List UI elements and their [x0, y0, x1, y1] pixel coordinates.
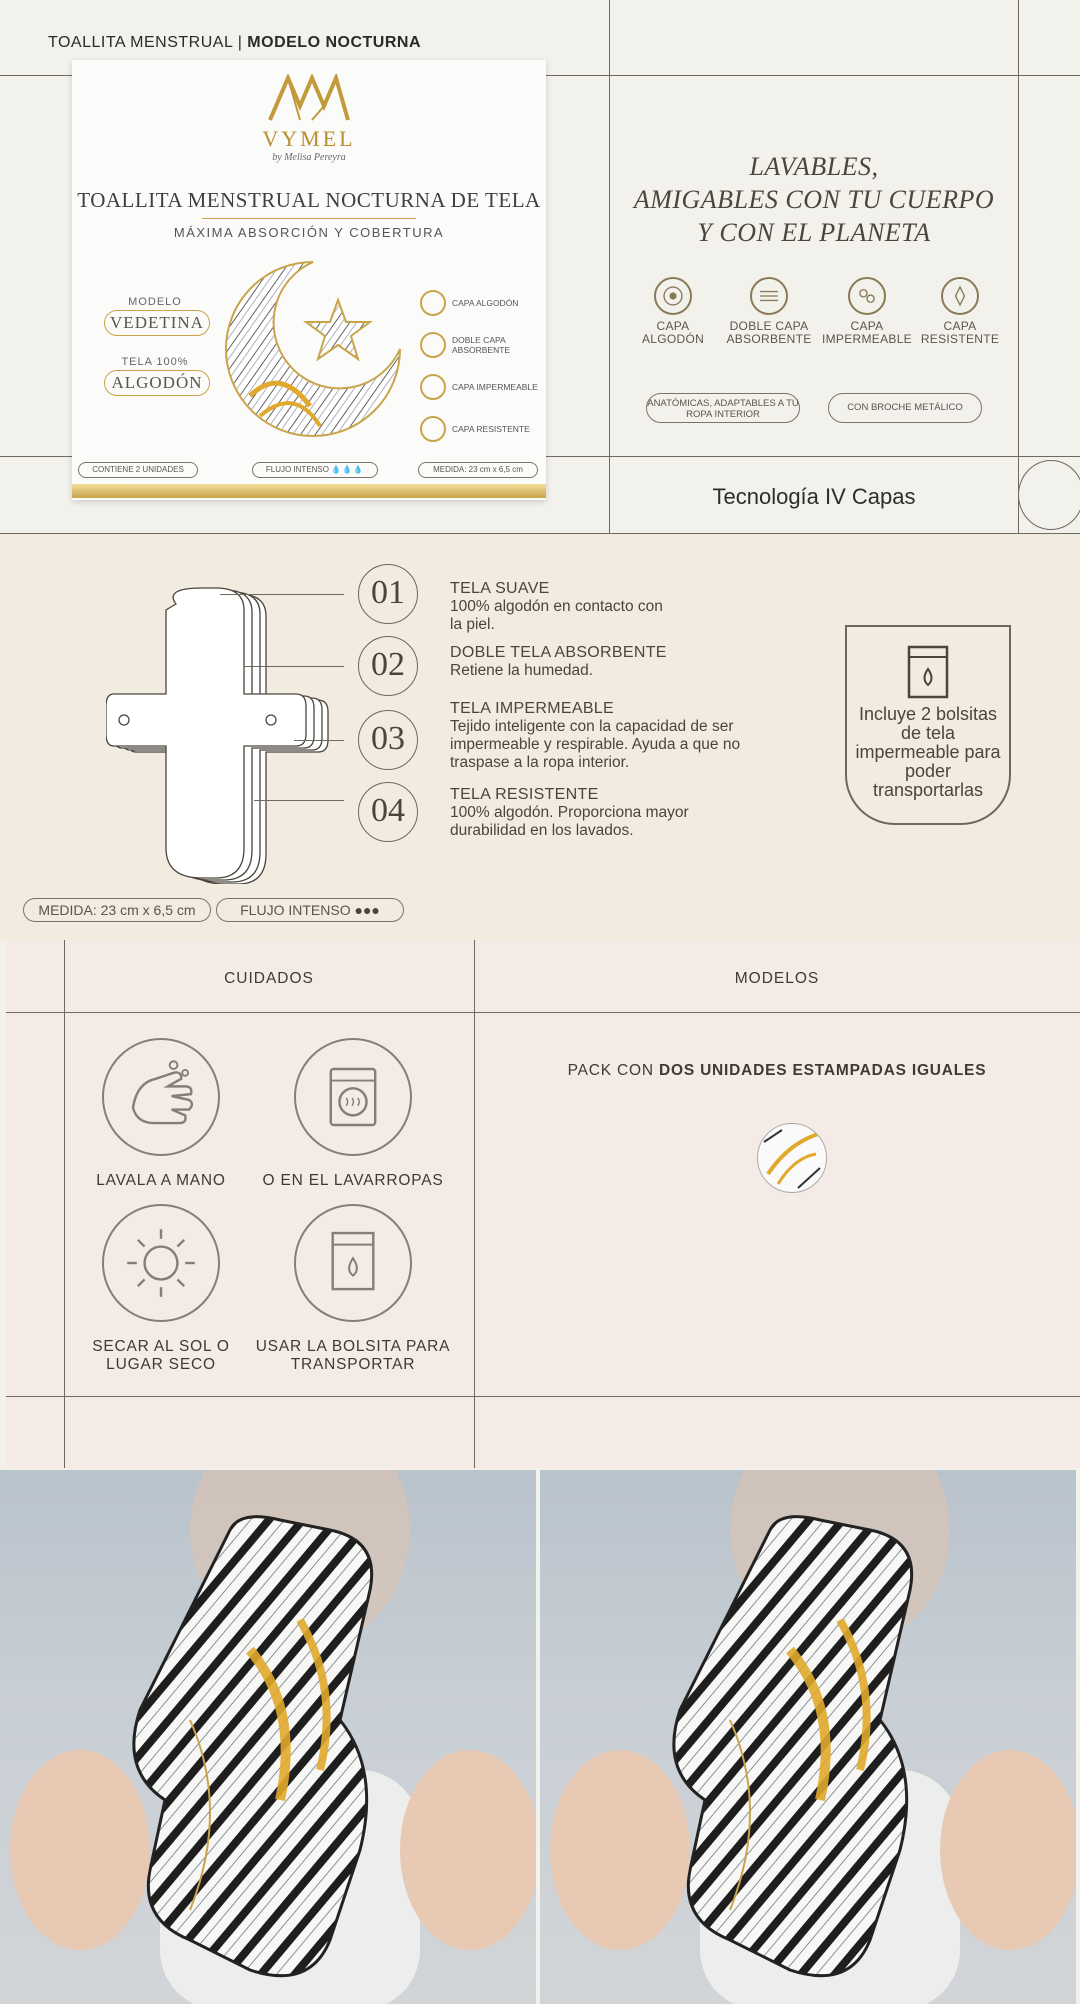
pointer-line	[294, 740, 344, 741]
grid-line	[1018, 0, 1019, 534]
layer-icon	[420, 374, 446, 400]
pouch-icon	[907, 645, 949, 699]
anatomic-pill: ANATÓMICAS, ADAPTABLES A TU ROPA INTERIOR	[646, 393, 800, 423]
grid-line	[6, 1396, 1080, 1397]
models-header: MODELOS	[734, 970, 820, 987]
waterproof-layer-icon	[848, 277, 886, 315]
layer-title: TELA RESISTENTE	[450, 786, 599, 803]
layer-number: 04	[358, 782, 418, 842]
washing-machine-icon	[294, 1038, 412, 1156]
box-footer-flow: FLUJO INTENSO 💧💧💧	[252, 462, 378, 478]
box-feature: CAPA RESISTENTE	[420, 416, 530, 442]
gold-strip	[72, 484, 546, 498]
box-feature: DOBLE CAPA ABSORBENTE	[420, 332, 546, 358]
product-box-section	[0, 0, 1080, 534]
vymel-logo-icon	[266, 74, 352, 122]
care-label: USAR LA BOLSITA PARA TRANSPORTAR	[255, 1338, 451, 1373]
flow-pill: FLUJO INTENSO ●●●	[216, 898, 404, 922]
pointer-line	[244, 666, 344, 667]
layer-caption: CAPA IMPERMEABLE	[822, 319, 912, 346]
layer-description: Tejido inteligente con la capacidad de ser impermeable y respirable. Ayuda a que no traspase a la ropa interior.	[450, 718, 741, 771]
layer-icon	[420, 416, 446, 442]
pointer-line	[220, 594, 344, 595]
gold-divider	[202, 218, 416, 219]
absorbent-layer-icon	[750, 277, 788, 315]
layer-caption: DOBLE CAPA ABSORBENTE	[726, 319, 812, 346]
product-photo	[540, 1470, 1076, 2004]
pointer-line	[254, 800, 344, 801]
pack-description: PACK CON DOS UNIDADES ESTAMPADAS IGUALES	[567, 1062, 987, 1079]
layer-caption: CAPA ALGODÓN	[641, 319, 705, 346]
photo-section	[0, 1470, 1080, 2004]
model-label: MODELO	[128, 296, 182, 308]
bag-info-text: Incluye 2 bolsitas de tela impermeable para poder transportarlas	[855, 704, 1001, 800]
pad-diagram	[106, 584, 346, 884]
circle-decoration	[1018, 460, 1080, 530]
grid-line	[609, 0, 610, 534]
layer-title: TELA IMPERMEABLE	[450, 700, 614, 717]
product-photo	[0, 1470, 536, 2004]
grid-line	[64, 940, 65, 1468]
moon-star-illustration	[220, 256, 406, 442]
benefits-headline: LAVABLES, AMIGABLES CON TU CUERPO Y CON EL PLANETA	[633, 152, 995, 247]
care-models-section	[6, 940, 1080, 1468]
box-title: TOALLITA MENSTRUAL NOCTURNA DE TELA	[77, 188, 541, 212]
sun-icon	[102, 1204, 220, 1322]
box-feature: CAPA IMPERMEABLE	[420, 374, 538, 400]
brand-name: VYMEL	[262, 126, 356, 151]
box-footer-measure: MEDIDA: 23 cm x 6,5 cm	[418, 462, 538, 478]
brand-signature: by Melisa Pereyra	[272, 152, 346, 163]
bag-info-card	[845, 625, 1011, 825]
layer-description: 100% algodón en contacto con la piel.	[450, 598, 663, 633]
layer-title: DOBLE TELA ABSORBENTE	[450, 644, 667, 661]
care-header: CUIDADOS	[224, 970, 314, 987]
pouch-icon	[294, 1204, 412, 1322]
fabric-value: ALGODÓN	[104, 370, 210, 396]
layer-caption: CAPA RESISTENTE	[920, 319, 1000, 346]
layer-icon	[420, 290, 446, 316]
layer-number: 02	[358, 636, 418, 696]
grid-line	[6, 1012, 1080, 1013]
snap-pill: CON BROCHE METÁLICO	[828, 393, 982, 423]
layer-title: TELA SUAVE	[450, 580, 550, 597]
layer-number: 03	[358, 710, 418, 770]
box-feature: CAPA ALGODÓN	[420, 290, 518, 316]
model-value: VEDETINA	[104, 310, 210, 336]
layer-icon	[420, 332, 446, 358]
layer-number: 01	[358, 564, 418, 624]
care-label: LAVALA A MANO	[96, 1172, 226, 1189]
layers-section	[0, 534, 1080, 940]
box-footer-units: CONTIENE 2 UNIDADES	[78, 462, 198, 478]
page-title: TOALLITA MENSTRUAL | MODELO NOCTURNA	[48, 34, 422, 51]
grid-line	[474, 940, 475, 1468]
layer-description: Retiene la humedad.	[450, 662, 594, 679]
care-label: SECAR AL SOL O LUGAR SECO	[92, 1338, 230, 1373]
fabric-label: TELA 100%	[121, 356, 189, 368]
layer-description: 100% algodón. Proporciona mayor durabilidad en los lavados.	[450, 804, 689, 839]
box-subtitle: MÁXIMA ABSORCIÓN Y COBERTURA	[173, 225, 445, 240]
cotton-layer-icon	[654, 277, 692, 315]
resistant-layer-icon	[941, 277, 979, 315]
technology-title: Tecnología IV Capas	[712, 484, 916, 509]
model-swatch[interactable]	[757, 1123, 827, 1193]
product-box-image	[72, 60, 546, 500]
hand-wash-icon	[102, 1038, 220, 1156]
measure-pill: MEDIDA: 23 cm x 6,5 cm	[23, 898, 211, 922]
care-label: O EN EL LAVARROPAS	[262, 1172, 444, 1189]
